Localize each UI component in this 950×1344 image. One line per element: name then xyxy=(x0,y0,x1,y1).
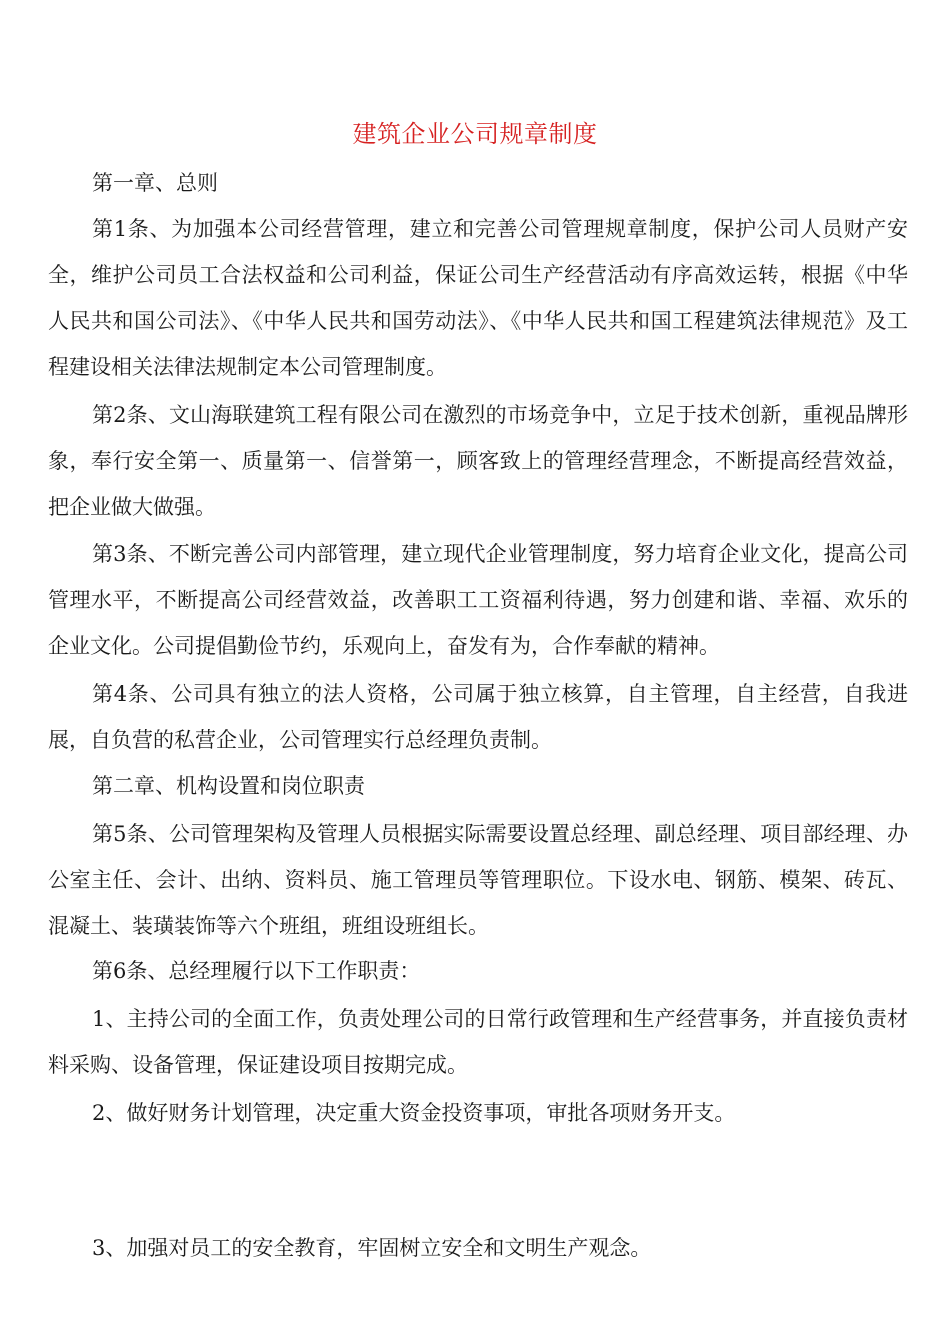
duty-item-1: 1、主持公司的全面工作，负责处理公司的日常行政管理和生产经营事务，并直接负责材料采购、设备管理，保证建设项目按期完成。 xyxy=(48,1007,908,1077)
chapter-heading-2: 第二章、机构设置和岗位职责 xyxy=(92,774,365,798)
article-3: 第3条、不断完善公司内部管理，建立现代企业管理制度，努力培育企业文化，提高公司管理水平，不断提高公司经营效益，改善职工工资福利待遇，努力创建和谐、幸福、欢乐的企业文化。公司提倡勤俭节约，乐观向上，奋发有为，合作奉献的精神。 xyxy=(48,542,908,658)
document-title: 建筑企业公司规章制度 xyxy=(352,120,598,148)
article-5: 第5条、公司管理架构及管理人员根据实际需要设置总经理、副总经理、项目部经理、办公室主任、会计、出纳、资料员、施工管理员等管理职位。下设水电、钢筋、模架、砖瓦、混凝土、装璜装饰等六个班组，班组设班组长。 xyxy=(48,822,908,938)
chapter-heading-1: 第一章、总则 xyxy=(92,171,218,195)
duty-item-3: 3、加强对员工的安全教育，牢固树立安全和文明生产观念。 xyxy=(92,1236,652,1260)
article-6: 第6条、总经理履行以下工作职责： xyxy=(92,959,421,983)
article-4: 第4条、公司具有独立的法人资格，公司属于独立核算，自主管理，自主经营，自我进展，自负营的私营企业，公司管理实行总经理负责制。 xyxy=(48,682,908,752)
duty-item-2: 2、做好财务计划管理，决定重大资金投资事项，审批各项财务开支。 xyxy=(92,1101,736,1125)
article-1: 第1条、为加强本公司经营管理，建立和完善公司管理规章制度，保护公司人员财产安全，维护公司员工合法权益和公司利益，保证公司生产经营活动有序高效运转，根据《中华人民共和国公司法》、《中华人民共和国劳动法》、《中华人民共和国工程建筑法律规范》及工程建设相关法律法规制定本公司管理制度。 xyxy=(48,217,908,379)
article-2: 第2条、文山海联建筑工程有限公司在激烈的市场竞争中，立足于技术创新，重视品牌形象，奉行安全第一、质量第一、信誉第一，顾客致上的管理经营理念，不断提高经营效益，把企业做大做强。 xyxy=(48,403,908,519)
